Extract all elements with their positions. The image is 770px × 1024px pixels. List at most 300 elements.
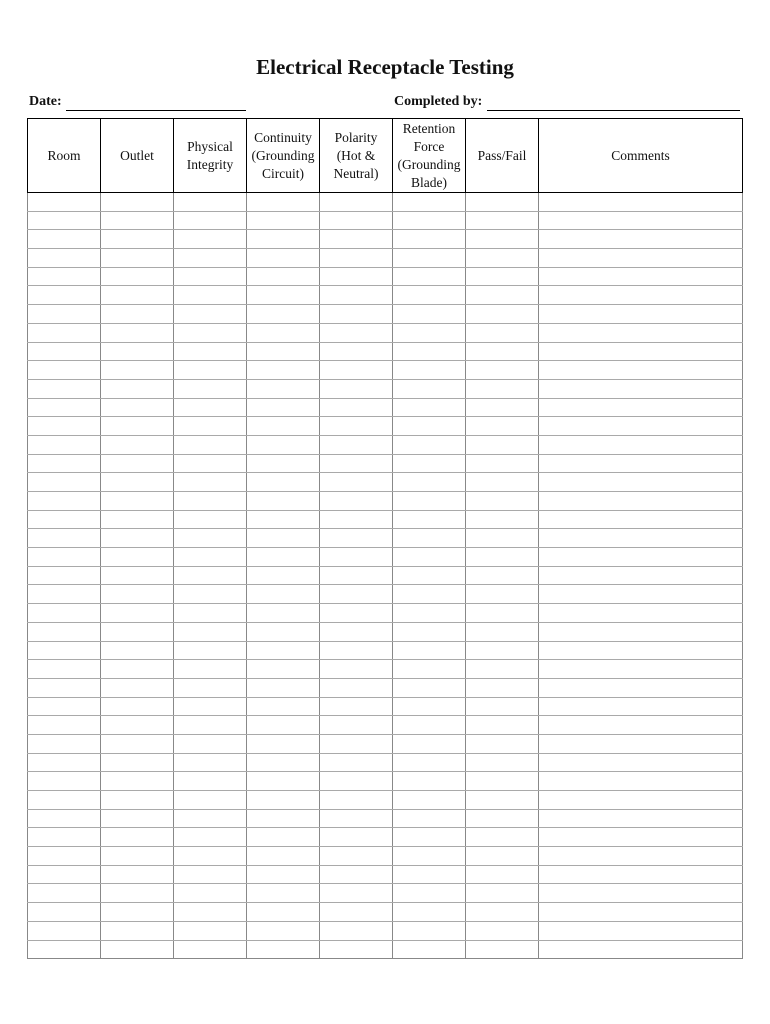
cell-physical-integrity[interactable] — [174, 678, 247, 697]
cell-comments[interactable] — [539, 417, 743, 436]
cell-physical-integrity[interactable] — [174, 361, 247, 380]
cell-comments[interactable] — [539, 678, 743, 697]
cell-outlet[interactable] — [101, 753, 174, 772]
cell-physical-integrity[interactable] — [174, 398, 247, 417]
cell-physical-integrity[interactable] — [174, 622, 247, 641]
cell-physical-integrity[interactable] — [174, 435, 247, 454]
cell-physical-integrity[interactable] — [174, 305, 247, 324]
cell-room[interactable] — [28, 230, 101, 249]
cell-retention-force[interactable] — [393, 921, 466, 940]
cell-outlet[interactable] — [101, 660, 174, 679]
cell-pass-fail[interactable] — [466, 641, 539, 660]
cell-comments[interactable] — [539, 492, 743, 511]
cell-room[interactable] — [28, 454, 101, 473]
cell-physical-integrity[interactable] — [174, 510, 247, 529]
cell-outlet[interactable] — [101, 884, 174, 903]
cell-retention-force[interactable] — [393, 940, 466, 959]
cell-retention-force[interactable] — [393, 361, 466, 380]
cell-room[interactable] — [28, 921, 101, 940]
cell-comments[interactable] — [539, 791, 743, 810]
cell-continuity[interactable] — [247, 716, 320, 735]
cell-continuity[interactable] — [247, 193, 320, 212]
cell-physical-integrity[interactable] — [174, 809, 247, 828]
cell-continuity[interactable] — [247, 492, 320, 511]
cell-room[interactable] — [28, 473, 101, 492]
cell-physical-integrity[interactable] — [174, 865, 247, 884]
cell-polarity[interactable] — [320, 753, 393, 772]
cell-comments[interactable] — [539, 566, 743, 585]
cell-continuity[interactable] — [247, 828, 320, 847]
cell-physical-integrity[interactable] — [174, 716, 247, 735]
cell-comments[interactable] — [539, 230, 743, 249]
cell-retention-force[interactable] — [393, 492, 466, 511]
cell-comments[interactable] — [539, 548, 743, 567]
cell-retention-force[interactable] — [393, 604, 466, 623]
cell-continuity[interactable] — [247, 361, 320, 380]
cell-physical-integrity[interactable] — [174, 193, 247, 212]
cell-outlet[interactable] — [101, 903, 174, 922]
cell-continuity[interactable] — [247, 529, 320, 548]
cell-pass-fail[interactable] — [466, 772, 539, 791]
cell-outlet[interactable] — [101, 249, 174, 268]
cell-pass-fail[interactable] — [466, 398, 539, 417]
cell-room[interactable] — [28, 267, 101, 286]
cell-room[interactable] — [28, 379, 101, 398]
cell-polarity[interactable] — [320, 211, 393, 230]
cell-physical-integrity[interactable] — [174, 454, 247, 473]
cell-pass-fail[interactable] — [466, 361, 539, 380]
cell-outlet[interactable] — [101, 641, 174, 660]
cell-room[interactable] — [28, 361, 101, 380]
cell-pass-fail[interactable] — [466, 211, 539, 230]
cell-outlet[interactable] — [101, 585, 174, 604]
cell-room[interactable] — [28, 435, 101, 454]
cell-pass-fail[interactable] — [466, 435, 539, 454]
cell-continuity[interactable] — [247, 884, 320, 903]
cell-retention-force[interactable] — [393, 510, 466, 529]
cell-physical-integrity[interactable] — [174, 473, 247, 492]
cell-retention-force[interactable] — [393, 286, 466, 305]
cell-physical-integrity[interactable] — [174, 791, 247, 810]
cell-retention-force[interactable] — [393, 697, 466, 716]
cell-polarity[interactable] — [320, 847, 393, 866]
cell-physical-integrity[interactable] — [174, 903, 247, 922]
cell-polarity[interactable] — [320, 622, 393, 641]
cell-continuity[interactable] — [247, 791, 320, 810]
cell-retention-force[interactable] — [393, 473, 466, 492]
cell-polarity[interactable] — [320, 809, 393, 828]
cell-polarity[interactable] — [320, 566, 393, 585]
cell-retention-force[interactable] — [393, 884, 466, 903]
cell-room[interactable] — [28, 305, 101, 324]
cell-outlet[interactable] — [101, 548, 174, 567]
cell-comments[interactable] — [539, 734, 743, 753]
cell-physical-integrity[interactable] — [174, 286, 247, 305]
completed-by-field[interactable] — [487, 110, 740, 111]
cell-retention-force[interactable] — [393, 193, 466, 212]
cell-pass-fail[interactable] — [466, 678, 539, 697]
cell-comments[interactable] — [539, 267, 743, 286]
cell-outlet[interactable] — [101, 716, 174, 735]
cell-pass-fail[interactable] — [466, 249, 539, 268]
cell-pass-fail[interactable] — [466, 791, 539, 810]
cell-comments[interactable] — [539, 249, 743, 268]
cell-continuity[interactable] — [247, 548, 320, 567]
cell-room[interactable] — [28, 753, 101, 772]
cell-pass-fail[interactable] — [466, 921, 539, 940]
cell-pass-fail[interactable] — [466, 492, 539, 511]
cell-physical-integrity[interactable] — [174, 828, 247, 847]
cell-outlet[interactable] — [101, 510, 174, 529]
cell-continuity[interactable] — [247, 342, 320, 361]
cell-room[interactable] — [28, 772, 101, 791]
cell-outlet[interactable] — [101, 323, 174, 342]
cell-continuity[interactable] — [247, 772, 320, 791]
cell-outlet[interactable] — [101, 622, 174, 641]
cell-outlet[interactable] — [101, 772, 174, 791]
cell-polarity[interactable] — [320, 342, 393, 361]
cell-polarity[interactable] — [320, 548, 393, 567]
cell-continuity[interactable] — [247, 921, 320, 940]
cell-pass-fail[interactable] — [466, 473, 539, 492]
cell-polarity[interactable] — [320, 678, 393, 697]
cell-polarity[interactable] — [320, 772, 393, 791]
cell-continuity[interactable] — [247, 697, 320, 716]
cell-physical-integrity[interactable] — [174, 940, 247, 959]
cell-retention-force[interactable] — [393, 211, 466, 230]
cell-retention-force[interactable] — [393, 529, 466, 548]
cell-room[interactable] — [28, 641, 101, 660]
cell-pass-fail[interactable] — [466, 622, 539, 641]
cell-pass-fail[interactable] — [466, 809, 539, 828]
cell-comments[interactable] — [539, 529, 743, 548]
cell-pass-fail[interactable] — [466, 734, 539, 753]
cell-comments[interactable] — [539, 305, 743, 324]
cell-room[interactable] — [28, 193, 101, 212]
cell-comments[interactable] — [539, 585, 743, 604]
cell-pass-fail[interactable] — [466, 716, 539, 735]
cell-pass-fail[interactable] — [466, 585, 539, 604]
cell-comments[interactable] — [539, 940, 743, 959]
cell-comments[interactable] — [539, 921, 743, 940]
cell-room[interactable] — [28, 286, 101, 305]
cell-outlet[interactable] — [101, 361, 174, 380]
cell-physical-integrity[interactable] — [174, 734, 247, 753]
cell-physical-integrity[interactable] — [174, 641, 247, 660]
cell-continuity[interactable] — [247, 473, 320, 492]
cell-outlet[interactable] — [101, 211, 174, 230]
cell-retention-force[interactable] — [393, 585, 466, 604]
cell-room[interactable] — [28, 398, 101, 417]
cell-continuity[interactable] — [247, 305, 320, 324]
cell-room[interactable] — [28, 716, 101, 735]
cell-comments[interactable] — [539, 697, 743, 716]
cell-continuity[interactable] — [247, 249, 320, 268]
cell-room[interactable] — [28, 211, 101, 230]
cell-room[interactable] — [28, 249, 101, 268]
cell-physical-integrity[interactable] — [174, 585, 247, 604]
cell-retention-force[interactable] — [393, 342, 466, 361]
cell-comments[interactable] — [539, 847, 743, 866]
cell-comments[interactable] — [539, 809, 743, 828]
cell-polarity[interactable] — [320, 791, 393, 810]
cell-room[interactable] — [28, 529, 101, 548]
cell-retention-force[interactable] — [393, 678, 466, 697]
cell-polarity[interactable] — [320, 454, 393, 473]
cell-physical-integrity[interactable] — [174, 697, 247, 716]
cell-retention-force[interactable] — [393, 716, 466, 735]
cell-polarity[interactable] — [320, 249, 393, 268]
cell-polarity[interactable] — [320, 267, 393, 286]
cell-outlet[interactable] — [101, 734, 174, 753]
cell-outlet[interactable] — [101, 678, 174, 697]
cell-outlet[interactable] — [101, 921, 174, 940]
cell-continuity[interactable] — [247, 435, 320, 454]
cell-comments[interactable] — [539, 286, 743, 305]
cell-polarity[interactable] — [320, 286, 393, 305]
cell-pass-fail[interactable] — [466, 267, 539, 286]
cell-continuity[interactable] — [247, 566, 320, 585]
cell-polarity[interactable] — [320, 921, 393, 940]
cell-physical-integrity[interactable] — [174, 772, 247, 791]
cell-polarity[interactable] — [320, 585, 393, 604]
cell-physical-integrity[interactable] — [174, 529, 247, 548]
cell-retention-force[interactable] — [393, 305, 466, 324]
cell-pass-fail[interactable] — [466, 230, 539, 249]
cell-comments[interactable] — [539, 716, 743, 735]
cell-polarity[interactable] — [320, 435, 393, 454]
cell-outlet[interactable] — [101, 398, 174, 417]
cell-polarity[interactable] — [320, 529, 393, 548]
cell-comments[interactable] — [539, 510, 743, 529]
cell-outlet[interactable] — [101, 286, 174, 305]
cell-physical-integrity[interactable] — [174, 566, 247, 585]
cell-polarity[interactable] — [320, 417, 393, 436]
cell-pass-fail[interactable] — [466, 940, 539, 959]
cell-retention-force[interactable] — [393, 734, 466, 753]
cell-polarity[interactable] — [320, 604, 393, 623]
cell-polarity[interactable] — [320, 734, 393, 753]
cell-physical-integrity[interactable] — [174, 884, 247, 903]
cell-pass-fail[interactable] — [466, 454, 539, 473]
cell-polarity[interactable] — [320, 398, 393, 417]
cell-pass-fail[interactable] — [466, 193, 539, 212]
cell-physical-integrity[interactable] — [174, 660, 247, 679]
cell-outlet[interactable] — [101, 454, 174, 473]
cell-retention-force[interactable] — [393, 267, 466, 286]
cell-retention-force[interactable] — [393, 323, 466, 342]
cell-continuity[interactable] — [247, 678, 320, 697]
cell-room[interactable] — [28, 660, 101, 679]
cell-retention-force[interactable] — [393, 772, 466, 791]
cell-retention-force[interactable] — [393, 660, 466, 679]
cell-polarity[interactable] — [320, 492, 393, 511]
cell-comments[interactable] — [539, 211, 743, 230]
cell-outlet[interactable] — [101, 940, 174, 959]
cell-continuity[interactable] — [247, 585, 320, 604]
cell-pass-fail[interactable] — [466, 753, 539, 772]
cell-comments[interactable] — [539, 884, 743, 903]
cell-continuity[interactable] — [247, 510, 320, 529]
cell-retention-force[interactable] — [393, 249, 466, 268]
cell-pass-fail[interactable] — [466, 884, 539, 903]
cell-polarity[interactable] — [320, 697, 393, 716]
cell-retention-force[interactable] — [393, 641, 466, 660]
cell-comments[interactable] — [539, 361, 743, 380]
cell-retention-force[interactable] — [393, 548, 466, 567]
cell-comments[interactable] — [539, 903, 743, 922]
cell-retention-force[interactable] — [393, 903, 466, 922]
cell-comments[interactable] — [539, 473, 743, 492]
cell-continuity[interactable] — [247, 417, 320, 436]
cell-outlet[interactable] — [101, 697, 174, 716]
cell-pass-fail[interactable] — [466, 510, 539, 529]
cell-outlet[interactable] — [101, 828, 174, 847]
cell-outlet[interactable] — [101, 791, 174, 810]
cell-comments[interactable] — [539, 828, 743, 847]
cell-outlet[interactable] — [101, 435, 174, 454]
cell-comments[interactable] — [539, 660, 743, 679]
cell-physical-integrity[interactable] — [174, 921, 247, 940]
cell-comments[interactable] — [539, 604, 743, 623]
cell-continuity[interactable] — [247, 809, 320, 828]
cell-pass-fail[interactable] — [466, 286, 539, 305]
cell-outlet[interactable] — [101, 847, 174, 866]
cell-pass-fail[interactable] — [466, 305, 539, 324]
cell-physical-integrity[interactable] — [174, 211, 247, 230]
cell-polarity[interactable] — [320, 940, 393, 959]
cell-pass-fail[interactable] — [466, 379, 539, 398]
cell-room[interactable] — [28, 585, 101, 604]
cell-outlet[interactable] — [101, 473, 174, 492]
cell-continuity[interactable] — [247, 641, 320, 660]
cell-physical-integrity[interactable] — [174, 323, 247, 342]
cell-room[interactable] — [28, 510, 101, 529]
cell-pass-fail[interactable] — [466, 828, 539, 847]
cell-continuity[interactable] — [247, 903, 320, 922]
cell-continuity[interactable] — [247, 622, 320, 641]
cell-outlet[interactable] — [101, 342, 174, 361]
cell-pass-fail[interactable] — [466, 660, 539, 679]
cell-outlet[interactable] — [101, 492, 174, 511]
cell-retention-force[interactable] — [393, 791, 466, 810]
cell-retention-force[interactable] — [393, 230, 466, 249]
cell-comments[interactable] — [539, 753, 743, 772]
cell-pass-fail[interactable] — [466, 529, 539, 548]
cell-room[interactable] — [28, 809, 101, 828]
cell-room[interactable] — [28, 604, 101, 623]
cell-outlet[interactable] — [101, 865, 174, 884]
cell-continuity[interactable] — [247, 230, 320, 249]
cell-pass-fail[interactable] — [466, 342, 539, 361]
cell-retention-force[interactable] — [393, 753, 466, 772]
cell-physical-integrity[interactable] — [174, 342, 247, 361]
cell-polarity[interactable] — [320, 473, 393, 492]
cell-polarity[interactable] — [320, 865, 393, 884]
cell-continuity[interactable] — [247, 847, 320, 866]
cell-polarity[interactable] — [320, 361, 393, 380]
cell-room[interactable] — [28, 323, 101, 342]
cell-room[interactable] — [28, 903, 101, 922]
cell-comments[interactable] — [539, 641, 743, 660]
cell-pass-fail[interactable] — [466, 548, 539, 567]
cell-pass-fail[interactable] — [466, 847, 539, 866]
cell-retention-force[interactable] — [393, 454, 466, 473]
cell-room[interactable] — [28, 622, 101, 641]
cell-comments[interactable] — [539, 323, 743, 342]
cell-outlet[interactable] — [101, 230, 174, 249]
cell-continuity[interactable] — [247, 211, 320, 230]
cell-pass-fail[interactable] — [466, 903, 539, 922]
cell-continuity[interactable] — [247, 660, 320, 679]
cell-comments[interactable] — [539, 772, 743, 791]
cell-continuity[interactable] — [247, 734, 320, 753]
cell-continuity[interactable] — [247, 267, 320, 286]
cell-physical-integrity[interactable] — [174, 230, 247, 249]
cell-pass-fail[interactable] — [466, 566, 539, 585]
cell-room[interactable] — [28, 884, 101, 903]
cell-outlet[interactable] — [101, 529, 174, 548]
cell-physical-integrity[interactable] — [174, 548, 247, 567]
cell-room[interactable] — [28, 417, 101, 436]
cell-polarity[interactable] — [320, 379, 393, 398]
cell-continuity[interactable] — [247, 398, 320, 417]
cell-room[interactable] — [28, 865, 101, 884]
cell-outlet[interactable] — [101, 417, 174, 436]
cell-physical-integrity[interactable] — [174, 267, 247, 286]
cell-retention-force[interactable] — [393, 809, 466, 828]
cell-room[interactable] — [28, 828, 101, 847]
cell-polarity[interactable] — [320, 660, 393, 679]
cell-continuity[interactable] — [247, 379, 320, 398]
cell-room[interactable] — [28, 791, 101, 810]
cell-polarity[interactable] — [320, 641, 393, 660]
cell-comments[interactable] — [539, 865, 743, 884]
cell-continuity[interactable] — [247, 286, 320, 305]
cell-comments[interactable] — [539, 342, 743, 361]
cell-outlet[interactable] — [101, 193, 174, 212]
cell-retention-force[interactable] — [393, 566, 466, 585]
cell-pass-fail[interactable] — [466, 697, 539, 716]
cell-comments[interactable] — [539, 193, 743, 212]
cell-comments[interactable] — [539, 379, 743, 398]
cell-room[interactable] — [28, 566, 101, 585]
cell-room[interactable] — [28, 847, 101, 866]
cell-comments[interactable] — [539, 622, 743, 641]
cell-polarity[interactable] — [320, 305, 393, 324]
cell-outlet[interactable] — [101, 267, 174, 286]
cell-physical-integrity[interactable] — [174, 604, 247, 623]
cell-room[interactable] — [28, 678, 101, 697]
cell-polarity[interactable] — [320, 510, 393, 529]
cell-retention-force[interactable] — [393, 828, 466, 847]
cell-polarity[interactable] — [320, 903, 393, 922]
cell-continuity[interactable] — [247, 454, 320, 473]
cell-polarity[interactable] — [320, 828, 393, 847]
cell-pass-fail[interactable] — [466, 417, 539, 436]
cell-physical-integrity[interactable] — [174, 379, 247, 398]
cell-comments[interactable] — [539, 454, 743, 473]
cell-retention-force[interactable] — [393, 417, 466, 436]
cell-polarity[interactable] — [320, 884, 393, 903]
cell-physical-integrity[interactable] — [174, 249, 247, 268]
cell-room[interactable] — [28, 492, 101, 511]
cell-comments[interactable] — [539, 398, 743, 417]
cell-retention-force[interactable] — [393, 622, 466, 641]
cell-polarity[interactable] — [320, 230, 393, 249]
cell-retention-force[interactable] — [393, 865, 466, 884]
cell-retention-force[interactable] — [393, 847, 466, 866]
